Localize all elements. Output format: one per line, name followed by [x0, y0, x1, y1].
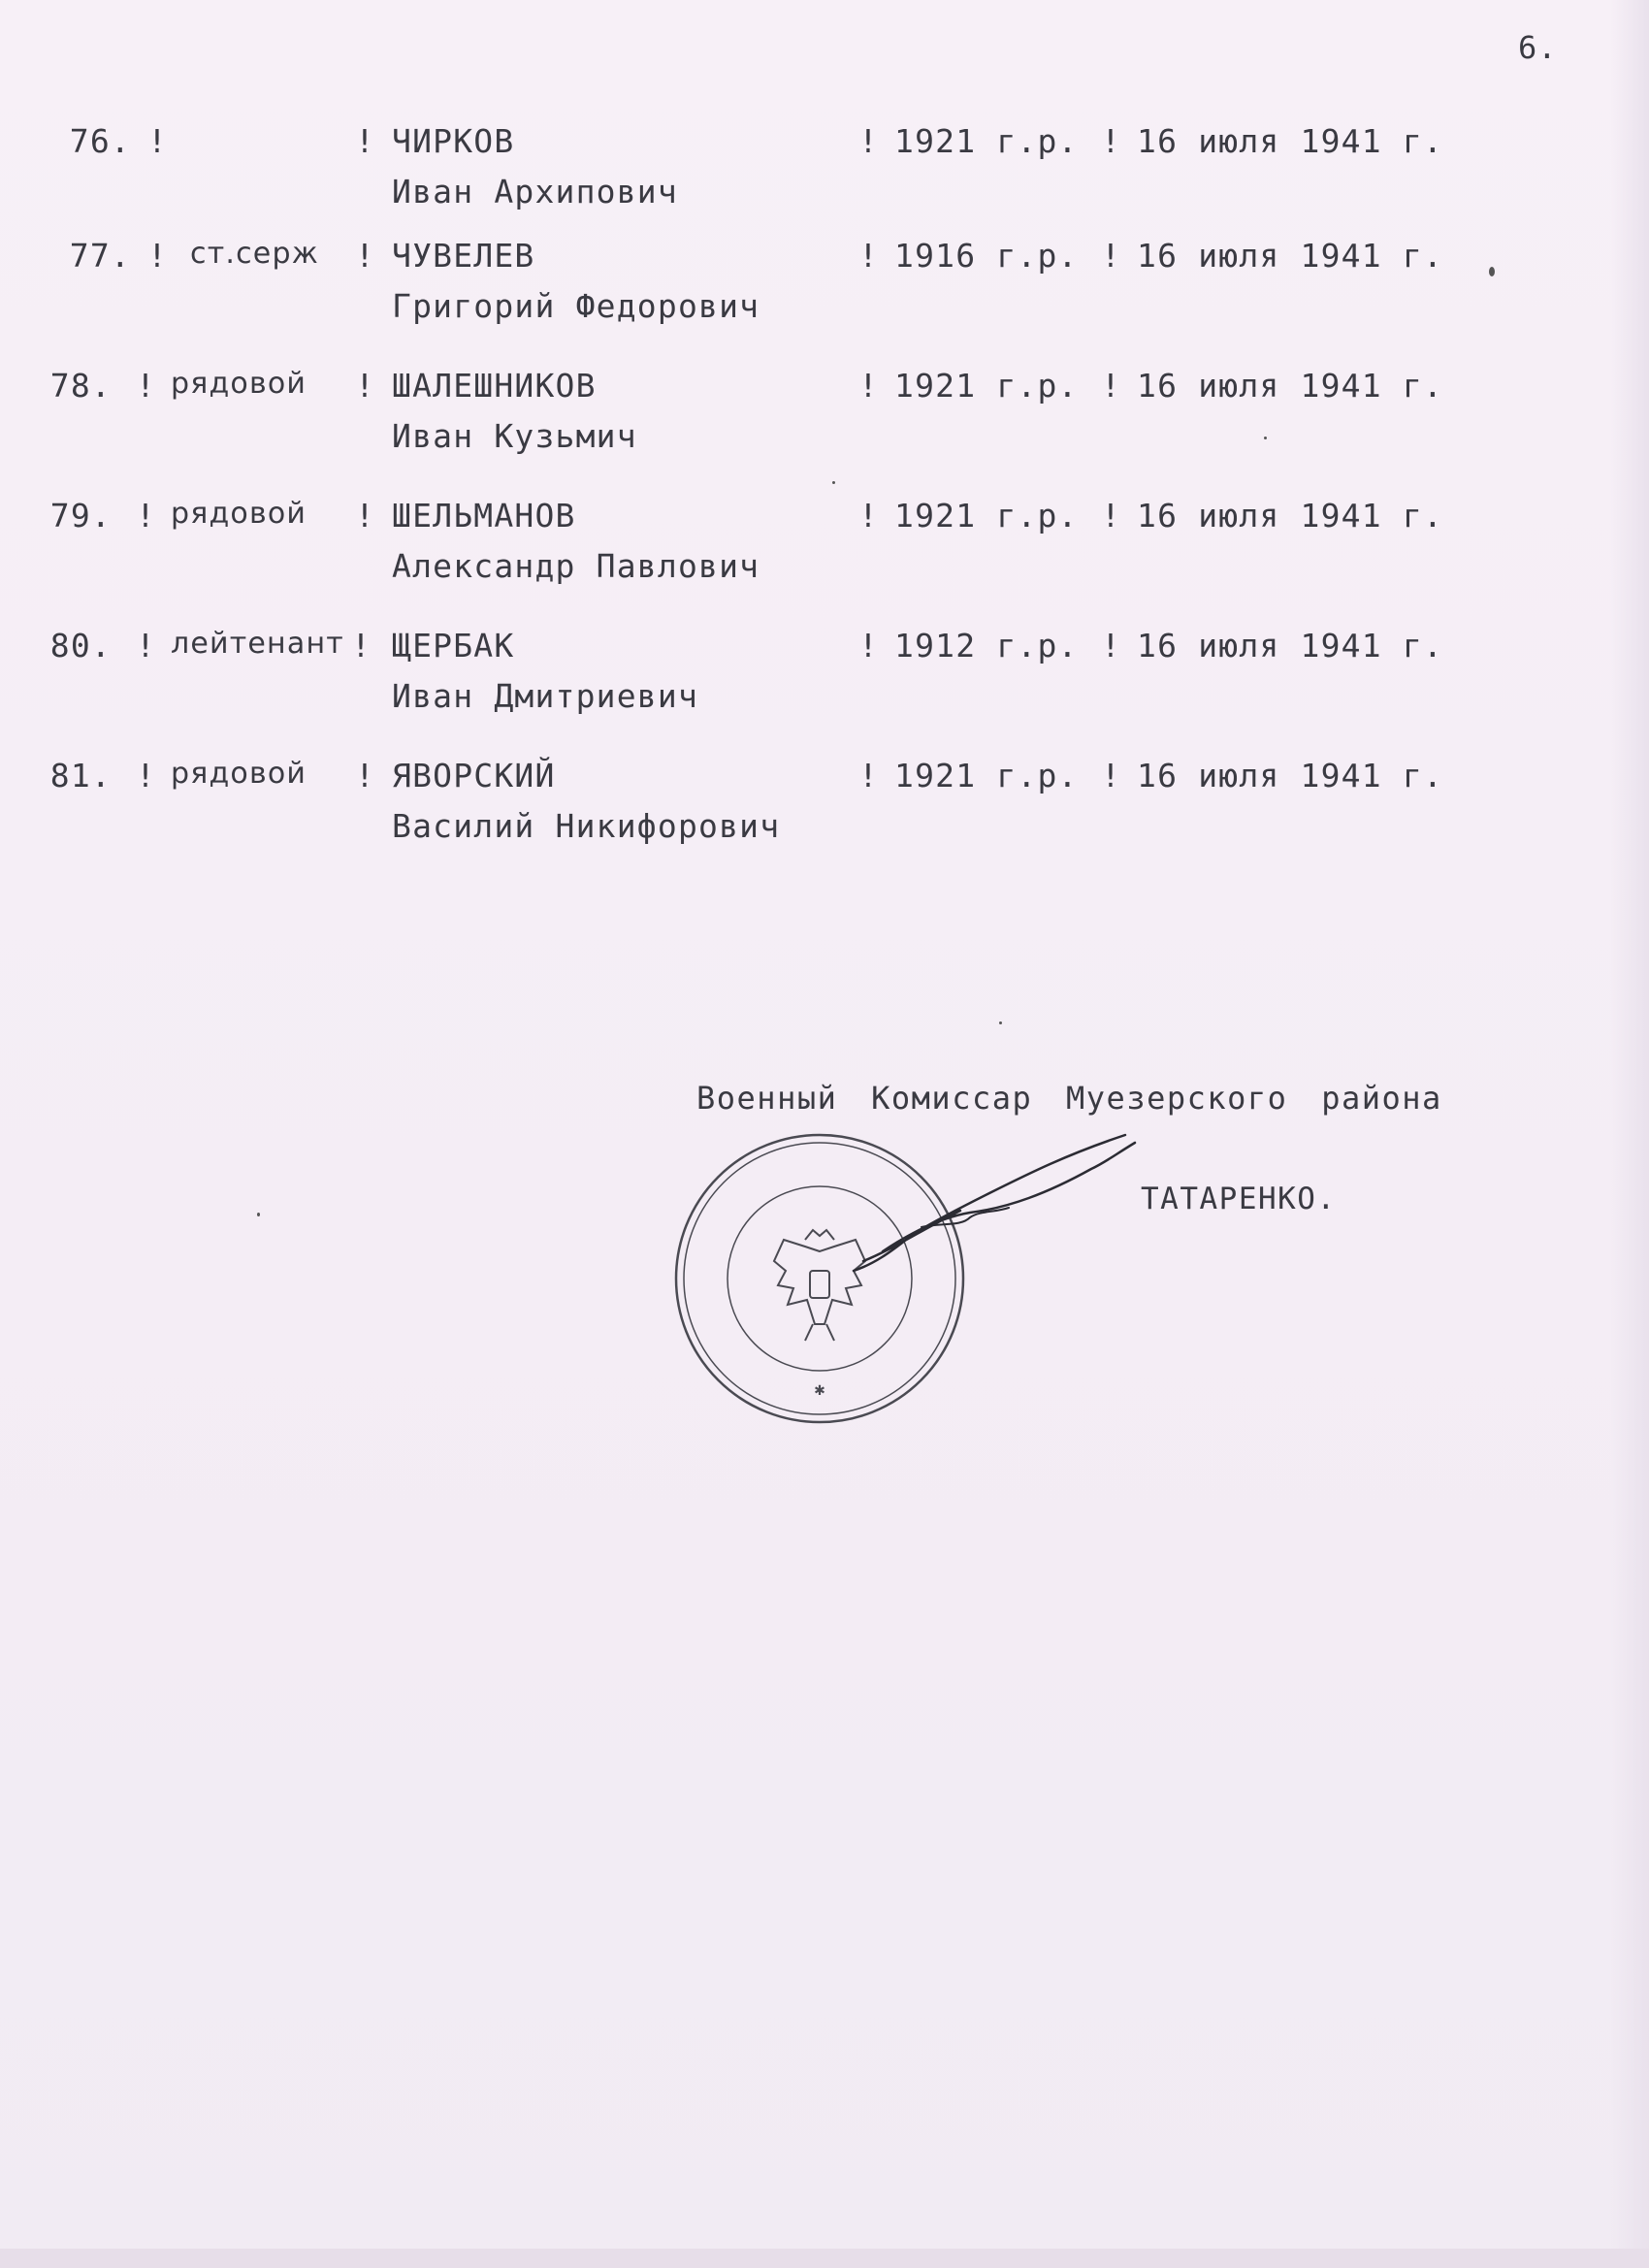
date: 16 июля 1941 г.	[1137, 367, 1444, 405]
birth-year: 1921 г.р.	[894, 757, 1079, 794]
rank: рядовой	[171, 757, 307, 791]
scan-speck	[832, 481, 835, 484]
surname: ШЕЛЬМАНОВ	[392, 497, 576, 535]
given-name: Иван Кузьмич	[392, 417, 637, 455]
scan-bottom-edge	[0, 2249, 1649, 2268]
column-separator: !	[355, 757, 376, 794]
given-name: Александр Павлович	[392, 547, 760, 585]
given-name: Иван Архипович	[392, 173, 678, 211]
star-mark: ✱	[814, 1383, 825, 1399]
date: 16 июля 1941 г.	[1137, 497, 1444, 535]
birth-year: 1921 г.р.	[894, 122, 1079, 160]
column-separator: !	[136, 757, 157, 794]
birth-year: 1921 г.р.	[894, 367, 1079, 405]
surname: ЧИРКОВ	[392, 122, 515, 160]
date: 16 июля 1941 г.	[1137, 122, 1444, 160]
surname: ЧУВЕЛЕВ	[392, 237, 535, 275]
surname: ЯВОРСКИЙ	[392, 757, 556, 794]
scan-speck	[1264, 437, 1267, 439]
column-separator: !	[1101, 367, 1122, 405]
column-separator: !	[355, 367, 376, 405]
column-separator: !	[136, 367, 157, 405]
row-number: 77.	[69, 237, 131, 275]
column-separator: !	[858, 757, 880, 794]
row-number: 79.	[49, 497, 112, 535]
scan-speck	[257, 1213, 260, 1216]
given-name: Василий Никифорович	[392, 807, 781, 845]
given-name: Иван Дмитриевич	[392, 677, 699, 715]
list-row-79	[0, 497, 1649, 603]
birth-year: 1921 г.р.	[894, 497, 1079, 535]
handwritten-signature	[824, 1125, 1145, 1290]
column-separator: !	[136, 627, 157, 664]
rank: лейтенант	[171, 627, 344, 661]
column-separator: !	[1101, 757, 1122, 794]
column-separator: !	[858, 497, 880, 535]
column-separator: !	[1101, 627, 1122, 664]
row-number: 80.	[49, 627, 112, 664]
column-separator: !	[858, 627, 880, 664]
column-separator: !	[355, 237, 376, 275]
column-separator: !	[1101, 237, 1122, 275]
rank: рядовой	[171, 367, 307, 401]
surname: ЩЕРБАК	[392, 627, 515, 664]
date: 16 июля 1941 г.	[1137, 757, 1444, 794]
given-name: Григорий Федорович	[392, 287, 760, 325]
surname: ШАЛЕШНИКОВ	[392, 367, 597, 405]
column-separator: !	[351, 627, 372, 664]
scan-speck	[1489, 267, 1495, 276]
list-row-76	[0, 122, 1649, 229]
date: 16 июля 1941 г.	[1137, 237, 1444, 275]
column-separator: !	[858, 237, 880, 275]
birth-year: 1916 г.р.	[894, 237, 1079, 275]
column-separator: !	[858, 122, 880, 160]
scan-speck	[999, 1021, 1002, 1024]
column-separator: !	[1101, 122, 1122, 160]
list-row-77	[0, 237, 1649, 343]
column-separator: !	[1101, 497, 1122, 535]
birth-year: 1912 г.р.	[894, 627, 1079, 664]
rank: ст.серж	[190, 237, 319, 271]
page-number: 6.	[1518, 29, 1558, 66]
rank: рядовой	[171, 497, 307, 531]
column-separator: !	[136, 497, 157, 535]
list-row-81	[0, 757, 1649, 863]
list-row-80	[0, 627, 1649, 733]
column-separator: !	[147, 237, 169, 275]
signatory-name: ТАТАРЕНКО.	[1141, 1182, 1337, 1216]
signatory-title: Военный Комиссар Муезерского района	[696, 1080, 1442, 1117]
column-separator: !	[355, 497, 376, 535]
row-number: 76.	[69, 122, 131, 160]
row-number: 81.	[49, 757, 112, 794]
date: 16 июля 1941 г.	[1137, 627, 1444, 664]
column-separator: !	[355, 122, 376, 160]
column-separator: !	[147, 122, 169, 160]
list-row-78	[0, 367, 1649, 473]
row-number: 78.	[49, 367, 112, 405]
column-separator: !	[858, 367, 880, 405]
